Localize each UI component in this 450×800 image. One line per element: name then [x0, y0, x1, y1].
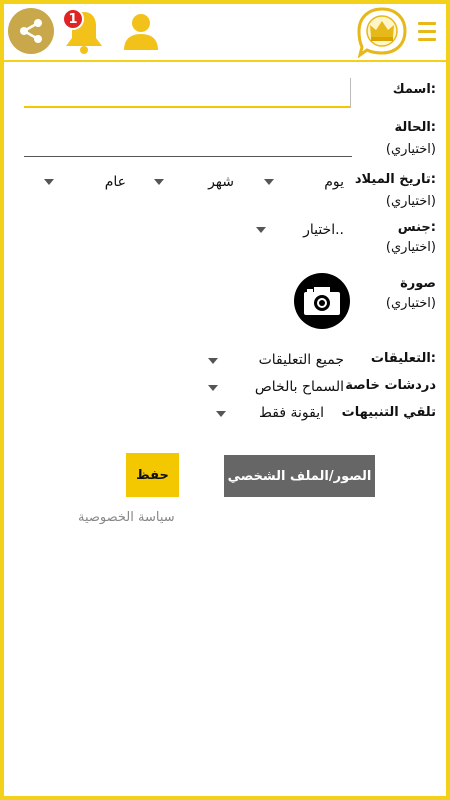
camera-icon: [303, 286, 341, 316]
comments-label: التعليقات:: [370, 351, 436, 366]
save-button[interactable]: حفظ: [126, 453, 179, 497]
chevron-down-icon: [208, 385, 218, 391]
share-button[interactable]: [8, 8, 54, 54]
gender-select[interactable]: [254, 218, 350, 244]
crown-logo: [356, 6, 408, 58]
menu-icon-bar: [418, 38, 436, 41]
status-input[interactable]: [24, 128, 352, 157]
day-select-value: يوم: [324, 174, 344, 190]
photo-optional-label: (اختياري): [385, 296, 436, 311]
month-select[interactable]: [152, 170, 240, 196]
user-icon: [120, 10, 162, 52]
notifications-button[interactable]: [60, 6, 108, 56]
day-select[interactable]: [262, 170, 350, 196]
profile-button[interactable]: [120, 10, 162, 52]
birthdate-optional-label: (اختياري): [385, 194, 436, 209]
photos-profile-button[interactable]: الصور/الملف الشخصي: [224, 455, 375, 497]
share-icon: [16, 16, 46, 46]
gender-label: جنس:: [397, 220, 436, 235]
private-chats-select[interactable]: [206, 375, 348, 401]
notifications-select[interactable]: [214, 401, 328, 427]
chevron-down-icon: [44, 179, 54, 185]
month-select-value: شهر: [208, 174, 234, 190]
gender-select-value: اختيار..: [303, 222, 344, 238]
name-input[interactable]: [24, 78, 351, 108]
privacy-policy-link[interactable]: سياسة الخصوصية: [78, 510, 175, 525]
menu-icon-bar: [418, 30, 436, 33]
top-bar: [0, 0, 450, 62]
photo-label: صورة: [400, 276, 436, 291]
private-chats-select-value: السماح بالخاص: [254, 379, 344, 395]
status-label: الحالة:: [394, 120, 436, 135]
private-chats-label: دردشات خاصة: [345, 378, 436, 393]
year-select-value: عام: [104, 174, 126, 190]
top-border: [0, 0, 450, 4]
notifications-label: تلقي التنبيهات: [341, 405, 436, 420]
year-select[interactable]: [42, 170, 130, 196]
notifications-select-value: ايقونة فقط: [258, 405, 324, 421]
chevron-down-icon: [216, 411, 226, 417]
birthdate-label: تاريخ الميلاد:: [354, 172, 436, 187]
comments-select[interactable]: [206, 348, 348, 374]
status-optional-label: (اختياري): [385, 142, 436, 157]
menu-icon-bar: [418, 22, 436, 25]
chevron-down-icon: [256, 227, 266, 233]
app-logo: [356, 6, 408, 58]
gender-optional-label: (اختياري): [385, 240, 436, 255]
camera-button[interactable]: [294, 273, 350, 329]
chevron-down-icon: [264, 179, 274, 185]
chevron-down-icon: [154, 179, 164, 185]
chevron-down-icon: [208, 358, 218, 364]
menu-button[interactable]: [418, 22, 436, 42]
name-label: اسمك:: [392, 82, 436, 97]
notification-badge: 1: [62, 8, 84, 30]
comments-select-value: جميع التعليقات: [258, 352, 344, 368]
